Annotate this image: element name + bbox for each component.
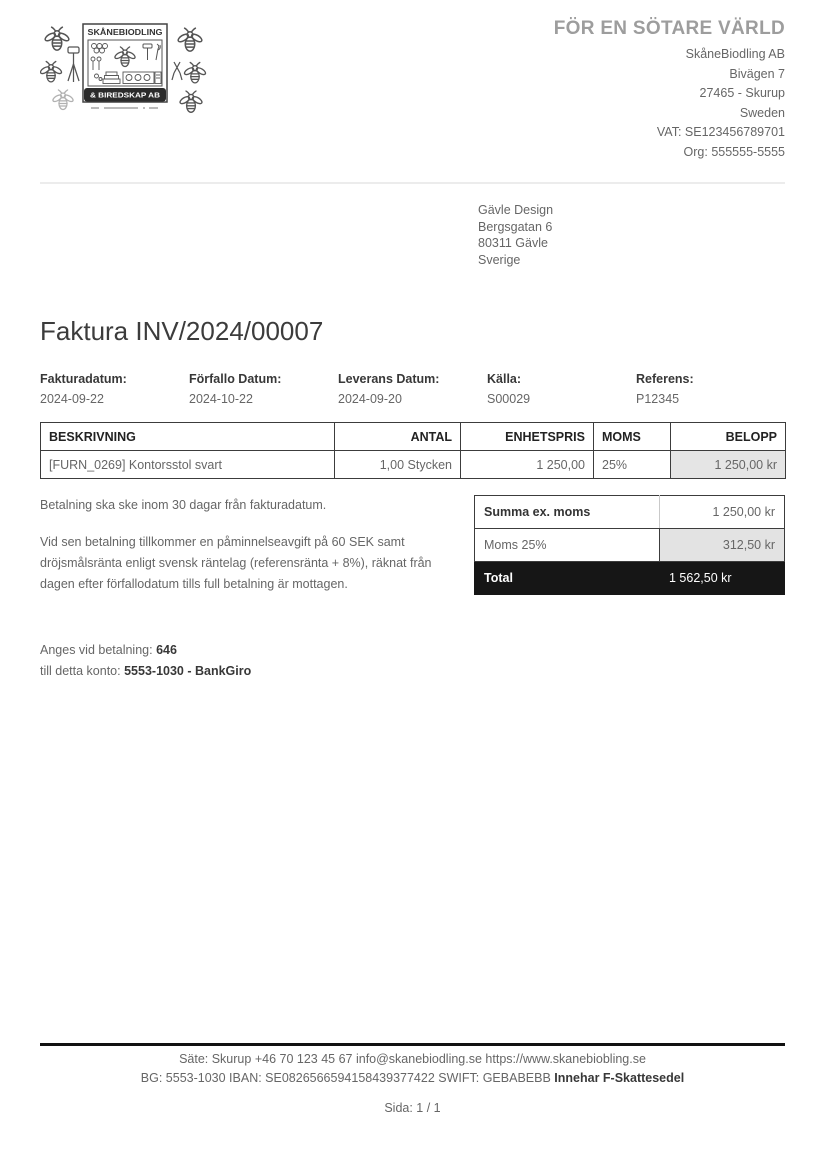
payment-reference-label: Anges vid betalning: [40,643,153,657]
item-quantity: 1,00 Stycken [335,451,461,479]
footer-website: https://www.skanebiobling.se [485,1052,646,1066]
meta-label: Leverans Datum: [338,372,440,386]
column-header-antal: ANTAL [335,423,461,451]
company-country: Sweden [739,105,785,120]
company-org: Org: 555555-5555 [683,144,785,159]
payment-reference-line [40,640,785,661]
footer-site: Säte: Skurup [179,1052,252,1066]
payment-reference-block [40,640,785,682]
tax-label: Moms 25% [475,529,660,562]
meta-invoice-date [40,371,189,408]
payment-terms-block [40,495,464,595]
column-header-beskrivning: BESKRIVNING [41,423,335,451]
meta-due-date [189,371,338,408]
item-description: [FURN_0269] Kontorsstol svart [41,451,335,479]
item-tax: 25% [594,451,671,479]
tax-value: 312,50 kr [660,529,785,562]
item-unit-price: 1 250,00 [461,451,594,479]
footer-email: info@skanebiodling.se [355,1052,482,1066]
meta-value: 2024-10-22 [189,392,253,406]
subtotal-row [475,496,785,529]
logo-title-text: SKÅNEBIODLING [87,28,163,37]
line-items-table [40,422,786,479]
footer-bank-line [40,1071,785,1085]
customer-address-block [478,202,785,268]
meta-delivery-date [338,371,487,408]
payment-account-number: 5553-1030 - BankGiro [124,664,252,678]
line-items-header-row [41,423,786,451]
subtotal-label: Summa ex. moms [475,496,660,529]
customer-country: Sverige [478,252,521,267]
invoice-title: Faktura INV/2024/00007 [40,316,324,346]
page-number: Sida: 1 / 1 [384,1101,441,1115]
payment-terms-line: Betalning ska ske inom 30 dagar från fakturadatum. [40,498,327,512]
payment-account-label: till detta konto: [40,664,121,678]
meta-value: S00029 [487,392,531,406]
table-row [41,451,786,479]
header-divider [40,182,785,184]
seller-info-block [554,18,785,162]
footer-contact-line [40,1052,785,1066]
meta-source [487,371,636,408]
meta-reference [636,371,785,408]
payment-reference-number: 646 [156,643,177,657]
column-header-enhetspris: ENHETSPRIS [461,423,594,451]
column-header-belopp: BELOPP [671,423,786,451]
meta-value: P12345 [636,392,680,406]
footer-divider [40,1043,785,1046]
late-payment-notice: Vid sen betalning tillkommer en påminnelseavgift på 60 SEK samt dröjsmålsränta enligt svensk räntelag (referensränta + 8%), räknat från dagen efter förfallodatum tills full betalning är mottagen. [40,535,432,591]
subtotal-value: 1 250,00 kr [660,496,785,529]
total-row [475,562,785,595]
footer-f-skattesedel: Innehar F-Skattesedel [554,1071,685,1085]
meta-value: 2024-09-20 [338,392,402,406]
total-value: 1 562,50 kr [660,562,785,595]
total-label: Total [475,562,660,595]
invoice-meta-row [40,371,785,408]
beekeeping-logo-illustration [40,18,208,120]
footer-bank-details: BG: 5553-1030 IBAN: SE0826566594158439377422 SWIFT: GEBABEBB [140,1071,551,1085]
meta-label: Förfallo Datum: [189,372,282,386]
customer-name: Gävle Design [478,203,554,217]
totals-table [474,495,785,595]
item-amount: 1 250,00 kr [671,451,786,479]
payment-account-line [40,661,785,682]
company-city: 27465 - Skurup [699,86,785,100]
meta-label: Referens: [636,372,694,386]
page-footer [40,1043,785,1115]
logo-badge-text: & BIREDSKAP AB [90,90,161,100]
tax-row [475,529,785,562]
column-header-moms: MOMS [594,423,671,451]
company-logo [40,18,208,120]
footer-phone: +46 70 123 45 67 [254,1052,353,1066]
company-name: SkåneBiodling AB [685,47,785,61]
customer-city: 80311 Gävle [478,236,548,250]
meta-label: Fakturadatum: [40,372,127,386]
meta-value: 2024-09-22 [40,392,104,406]
company-street: Bivägen 7 [729,66,785,81]
company-tagline: FÖR EN SÖTARE VÄRLD [553,18,785,39]
customer-street: Bergsgatan 6 [478,219,553,234]
meta-label: Källa: [487,372,522,386]
page-header [40,18,785,162]
company-vat: VAT: SE123456789701 [656,125,785,139]
